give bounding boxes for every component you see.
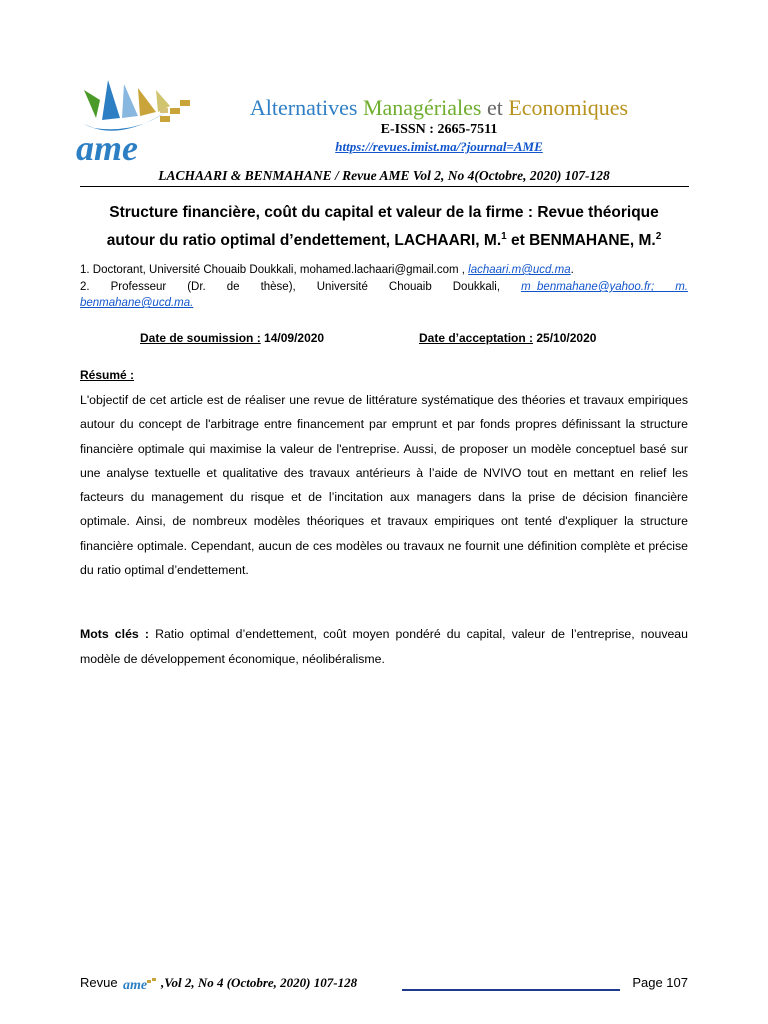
- affiliation-1-email-link[interactable]: lachaari.m@ucd.ma: [468, 264, 571, 276]
- journal-name-part3: et: [486, 95, 503, 120]
- footer-revue: Revue: [80, 975, 118, 990]
- page-number: Page 107: [632, 975, 688, 990]
- issn: E-ISSN : 2665-7511: [380, 122, 498, 137]
- header-divider: [80, 186, 689, 187]
- footer-logo-icon: [123, 978, 159, 990]
- affiliation-1-end: .: [570, 264, 574, 276]
- footer-divider: [402, 989, 620, 991]
- submission-value: 14/09/2020: [260, 331, 325, 345]
- affiliation-1-text: 1. Doctorant, Université Chouaib Doukkali, mohamed.lachaari@gmail.com ,: [80, 264, 469, 276]
- acceptance-label: Date d’acceptation :: [419, 331, 534, 345]
- title-authors-text: autour du ratio optimal d’endettement, LACHAARI, M.: [106, 232, 502, 250]
- author1-superscript: 1: [501, 231, 507, 242]
- affiliation-2-email-link-continued[interactable]: benmahane@ucd.ma.: [80, 297, 194, 309]
- affiliation-2-text: 2. Professeur (Dr. de thèse), Université Chouaib Doukkali,: [80, 281, 522, 293]
- acceptance-date: [419, 331, 596, 345]
- journal-name: [0, 95, 768, 121]
- article-title-line1: Structure financière, coût du capital et valeur de la firme : Revue théorique: [109, 204, 659, 221]
- keywords: [80, 622, 688, 672]
- title-and-text: et BENMAHANE, M.: [506, 232, 656, 250]
- journal-url-link[interactable]: https://revues.imist.ma/?journal=AME: [335, 139, 543, 154]
- affiliation-2: [80, 280, 688, 296]
- journal-name-part4: Economiques: [508, 95, 629, 120]
- logo-text: ame: [76, 128, 138, 164]
- running-head: LACHAARI & BENMAHANE / Revue AME Vol 2, No 4(Octobre, 2020) 107-128: [158, 168, 610, 183]
- affiliation-1: [80, 263, 688, 279]
- affiliation-2-continued: [80, 296, 688, 312]
- journal-name-part1: Alternatives: [249, 95, 358, 120]
- acceptance-value: 25/10/2020: [533, 331, 597, 345]
- article-title: [60, 201, 708, 253]
- footer-citation: ,Vol 2, No 4 (Octobre, 2020) 107-128: [161, 975, 358, 990]
- keywords-text: Ratio optimal d’endettement, coût moyen pondéré du capital, valeur de l’entreprise, nouveau modèle de développement économique, néolibéralisme.: [80, 627, 688, 666]
- author2-superscript: 2: [655, 231, 662, 242]
- article-title-line2: [60, 225, 708, 253]
- abstract-heading: Résumé :: [80, 368, 135, 382]
- page-footer: [80, 975, 688, 995]
- affiliation-2-email-link[interactable]: m_benmahane@yahoo.fr; m.: [521, 281, 688, 293]
- abstract-text: L'objectif de cet article est de réaliser une revue de littérature systématique des théories et travaux empiriques autour du concept de l'arbitrage entre financement par emprunt et par fonds propres définissant la structure financière optimale qui maximise la valeur de l'entreprise. Aussi, de proposer un modèle conceptuel basé sur une analyse textuelle et qualitative des travaux antérieurs à l’aide de NVIVO tout en mettant en relief les facteurs du management du risque et de l’incitation aux managers dans la prise de décision financière optimale. Ainsi, de nombreux modèles théoriques et travaux empiriques ont tenté d'expliquer la structure financière optimale. Cependant, aucun de ces modèles ou travaux ne fournit une définition complète et précise du ratio optimal d’endettement.: [80, 393, 688, 578]
- submission-date: [140, 331, 324, 345]
- journal-name-part2: Managériales: [362, 95, 482, 120]
- keywords-label: Mots clés :: [80, 627, 149, 641]
- footer-logo-text: ame: [123, 978, 148, 990]
- submission-label: Date de soumission :: [140, 331, 261, 345]
